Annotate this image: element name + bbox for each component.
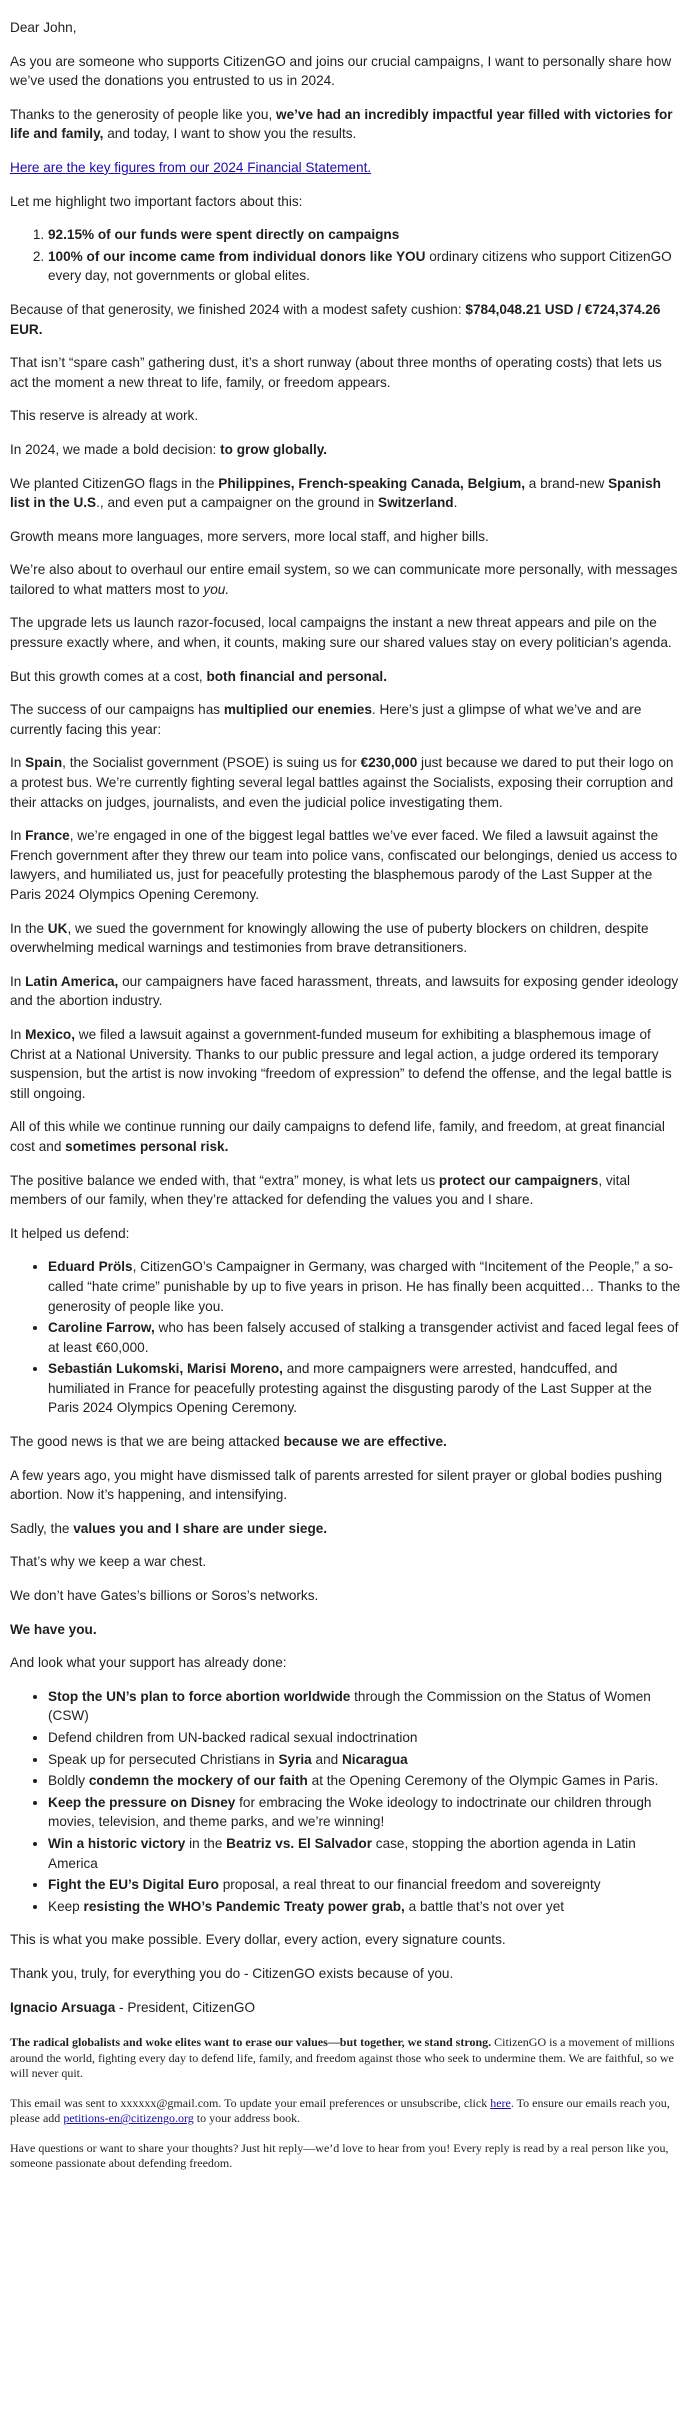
list-item: • Stop the UN’s plan to force abortion worldwide through the Commission on the Status of Women (CSW) (48, 1687, 682, 1726)
list-item: • Keep resisting the WHO’s Pandemic Treaty power grab, a battle that’s not over yet (48, 1897, 682, 1917)
financial-statement-link[interactable]: Here are the key figures from our 2024 Financial Statement. (10, 159, 372, 175)
financial-statement-paragraph (10, 158, 682, 178)
intro-paragraph: As you are someone who supports CitizenGO and joins our crucial campaigns, I want to personally share how we’ve used the donations you entrusted to us in 2024. (10, 53, 672, 89)
cushion-paragraph: Because of that generosity, we finished 2024 with a modest safety cushion: $784,048.21 USD / €724,374.26 EUR. (10, 301, 661, 337)
good-news-paragraph: The good news is that we are being attacked because we are effective. (10, 1434, 447, 1450)
spain-paragraph: In Spain, the Socialist government (PSOE) is suing us for €230,000 just because we dared to put their logo on a protest bus. We’re currently fighting several legal battles against the Socialists, exposing their corruption and their attacks on judges, journalists, and even the judicial police investigating them. (10, 755, 674, 810)
years-ago-paragraph: A few years ago, you might have dismissed talk of parents arrested for silent prayer or global bodies pushing abortion. Now it’s happening, and intensifying. (10, 1467, 663, 1503)
growth-paragraph: Growth means more languages, more servers, more local staff, and higher bills. (10, 528, 489, 544)
list-item: • Defend children from UN-backed radical sexual indoctrination (48, 1728, 682, 1748)
list-item: • Speak up for persecuted Christians in Syria and Nicaragua (48, 1750, 682, 1770)
cost-paragraph: But this growth comes at a cost, both financial and personal. (10, 668, 387, 684)
thank-you-paragraph: Thank you, truly, for everything you do - CitizenGO exists because of you. (10, 1965, 454, 1981)
email-footer (10, 2031, 682, 2172)
greeting: Dear John, (10, 20, 77, 35)
war-chest-paragraph: That’s why we keep a war chest. (10, 1554, 207, 1570)
achievements-list (10, 1687, 682, 1917)
factors-list (10, 225, 682, 286)
list-item: • Eduard Pröls, CitizenGO’s Campaigner in Germany, was charged with “Incitement of the People,” a so-called “hate crime” punishable by up to five years in prison. He has finally been acquitted… Thanks to the generosity of people like you. (48, 1257, 682, 1316)
list-item: • Keep the pressure on Disney for embracing the Woke ideology to indoctrinate our children through movies, television, and theme parks, and we’re winning! (48, 1793, 682, 1832)
flags-paragraph: We planted CitizenGO flags in the Philippines, French-speaking Canada, Belgium, a brand-new Spanish list in the U.S., and even put a campaigner on the ground in Switzerland. (10, 475, 661, 511)
list-item: • Caroline Farrow, who has been falsely accused of stalking a transgender activist and faced legal fees of at least €60,000. (48, 1318, 682, 1357)
siege-paragraph: Sadly, the values you and I share are under siege. (10, 1520, 328, 1536)
thanks-paragraph: Thanks to the generosity of people like you, we’ve had an incredibly impactful year filled with victories for life and family, and today, I want to show you the results. (10, 106, 673, 142)
enemies-paragraph: The success of our campaigns has multiplied our enemies. Here’s just a glimpse of what we’ve and are currently facing this year: (10, 702, 642, 737)
list-item: 1. 92.15% of our funds were spent directly on campaigns (48, 225, 682, 245)
highlight-paragraph: Let me highlight two important factors about this: (10, 193, 303, 209)
overhaul-paragraph: We’re also about to overhaul our entire email system, so we can communicate more personally, with messages tailored to what matters most to you. (10, 562, 678, 597)
uk-paragraph: In the UK, we sued the government for knowingly allowing the use of puberty blockers on children, despite overwhelming medical warnings and testimonies from brave detransitioners. (10, 920, 649, 956)
no-gates-paragraph: We don’t have Gates’s billions or Soros’s networks. (10, 1588, 319, 1604)
list-item: • Fight the EU’s Digital Euro proposal, a real threat to our financial freedom and sovereignty (48, 1875, 682, 1895)
reserve-paragraph: This reserve is already at work. (10, 408, 199, 424)
latin-america-paragraph: In Latin America, our campaigners have faced harassment, threats, and lawsuits for exposing gender ideology and the abortion industry. (10, 973, 679, 1009)
decision-paragraph: In 2024, we made a bold decision: to grow globally. (10, 441, 328, 457)
list-item: 2. 100% of our income came from individual donors like YOU ordinary citizens who support CitizenGO every day, not governments or global elites. (48, 247, 682, 286)
unsubscribe-link[interactable]: here (490, 2095, 511, 2110)
runway-paragraph: That isn’t “spare cash” gathering dust, it’s a short runway (about three months of operating costs) that lets us act the moment a new threat to life, family, or freedom appears. (10, 355, 662, 390)
look-paragraph: And look what your support has already done: (10, 1655, 287, 1671)
balance-paragraph: The positive balance we ended with, that “extra” money, is what lets us protect our campaigners, vital members of our family, when they’re attacked for defending the values you and I share. (10, 1172, 631, 1208)
list-item: • Sebastián Lukomski, Marisi Moreno, and more campaigners were arrested, handcuffed, and humiliated in France for peacefully protesting against the disgusting parody of the Last Supper at the Paris 2024 Olympics Opening Ceremony. (48, 1359, 682, 1418)
have-you-paragraph: We have you. (10, 1621, 97, 1637)
defended-list (10, 1257, 682, 1418)
helped-paragraph: It helped us defend: (10, 1225, 130, 1241)
mexico-paragraph: In Mexico, we filed a lawsuit against a government-funded museum for exhibiting a blasphemous image of Christ at a National University. Thanks to our public pressure and legal action, a judge ordered its temporary suspension, but the artist is now invoking “freedom of expression” to defend the offense, and the legal battle is still ongoing. (10, 1026, 672, 1101)
possible-paragraph: This is what you make possible. Every dollar, every action, every signature counts. (10, 1932, 506, 1948)
list-item: • Win a historic victory in the Beatriz vs. El Salvador case, stopping the abortion agenda in Latin America (48, 1834, 682, 1873)
reply-notice: Have questions or want to share your thoughts? Just hit reply—we’d love to hear from you! Every reply is read by a real person like you, someone passionate about defending freedom. (10, 2140, 669, 2171)
france-paragraph: In France, we’re engaged in one of the biggest legal battles we’ve ever faced. We filed a lawsuit against the French government after they threw our team into police vans, confiscated our belongings, denied us access to lawyers, and humiliated us, just for peacefully protesting the blasphemous parody of the Last Supper at the Paris 2024 Olympics Opening Ceremony. (10, 828, 678, 902)
upgrade-paragraph: The upgrade lets us launch razor-focused, local campaigns the instant a new threat appears and pile on the pressure exactly where, and when, it counts, making sure our shared values stay on every politician’s agenda. (10, 615, 672, 651)
daily-campaigns-paragraph: All of this while we continue running our daily campaigns to defend life, family, and freedom, at great financial cost and sometimes personal risk. (10, 1119, 665, 1154)
sent-notice: This email was sent to xxxxxx@gmail.com. To update your email preferences or unsubscribe, click here. To ensure our emails reach you, please add petitions-en@citizengo.org to your address book. (10, 2095, 670, 2126)
list-item: • Boldly condemn the mockery of our faith at the Opening Ceremony of the Olympic Games in Paris. (48, 1771, 682, 1791)
signature: Ignacio Arsuaga - President, CitizenGO (10, 1999, 256, 2015)
mission-statement: The radical globalists and woke elites want to erase our values—but together, we stand strong. CitizenGO is a movement of millions around the world, fighting every day to defend life, family, and freedom against those who seek to undermine them. We are faithful, so we will never quit. (10, 2035, 675, 2081)
petitions-email-link[interactable]: petitions-en@citizengo.org (63, 2111, 194, 2126)
